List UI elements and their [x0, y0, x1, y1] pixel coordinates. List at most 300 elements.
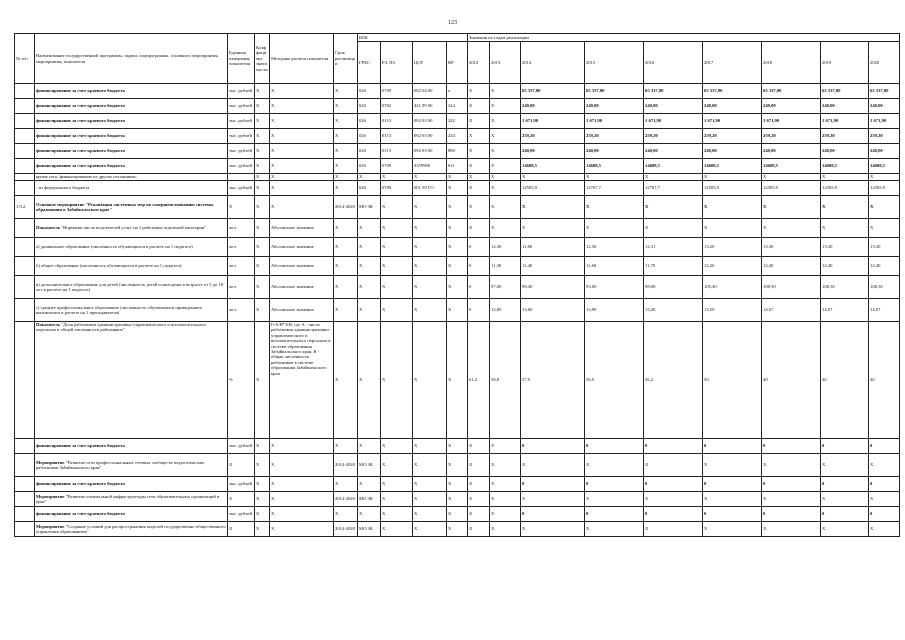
value-2016: Х	[644, 174, 703, 181]
value-2020: 14,07	[869, 299, 900, 322]
value-2020: 1 671,90	[869, 114, 900, 129]
rzpr-cell: 0709	[381, 84, 413, 99]
row-name: финансирование за счет краевого бюджета	[35, 439, 228, 454]
coef-cell: Х	[255, 454, 270, 477]
csr-cell: Х	[413, 196, 447, 219]
value-2018: 0	[762, 439, 821, 454]
value-2012: Х	[468, 219, 490, 238]
header-term: Срок реализации	[334, 34, 358, 84]
value-2016: 0	[644, 439, 703, 454]
value-2019: Х	[821, 492, 869, 507]
value-2019: 14,07	[821, 299, 869, 322]
rzpr-cell: 0709	[381, 181, 413, 196]
term-cell: Х	[334, 144, 358, 159]
term-cell: Х	[334, 174, 358, 181]
unit-cell: чел.	[228, 276, 255, 299]
term-cell: Х	[334, 238, 358, 257]
value-2017: 0	[703, 507, 762, 522]
value-2016: Х	[644, 522, 703, 537]
row-number	[15, 299, 35, 322]
grbs-cell: 026	[358, 99, 381, 114]
csr-cell: 421 99 00	[413, 99, 447, 114]
value-2016: Х	[644, 492, 703, 507]
value-2020: 65 337,00	[869, 84, 900, 99]
value-2012: 0	[468, 299, 490, 322]
vr-cell: х	[447, 84, 468, 99]
value-2019: Х	[821, 219, 869, 238]
row-name: финансирование за счет краевого бюджета	[35, 114, 228, 129]
value-2019: 259,20	[821, 129, 869, 144]
value-2018: Х	[762, 492, 821, 507]
value-2013: Х	[490, 144, 521, 159]
vr-cell: Х	[447, 322, 468, 439]
vr-cell: 244	[447, 99, 468, 114]
header-year: 2013	[490, 42, 521, 84]
vr-cell: Х	[447, 257, 468, 276]
table-header	[15, 34, 900, 84]
value-2018: 13,30	[762, 238, 821, 257]
rzpr-cell: Х	[381, 276, 413, 299]
coef-cell: Х	[255, 322, 270, 439]
term-cell: Х	[334, 276, 358, 299]
header-num: № п/п	[15, 34, 35, 84]
csr-cell: Х	[413, 276, 447, 299]
value-2019: 0	[821, 477, 869, 492]
value-2019: Х	[821, 522, 869, 537]
value-2016: 13,40	[644, 299, 703, 322]
row-number	[15, 181, 35, 196]
value-2012: Х	[468, 439, 490, 454]
method-cell: Абсолютное значение	[270, 257, 334, 276]
header-name: Наименование государственной программы, задачи, подпрограммы, основного мероприятия, мероприятия, показателя	[35, 34, 228, 84]
row-name: Показатель "Норматив числа получателей услуг на 1 работника отдельной категории"	[35, 219, 228, 238]
grbs-cell: МО ЗК	[358, 492, 381, 507]
value-2016: 12,31	[644, 238, 703, 257]
value-2019: 13,30	[821, 238, 869, 257]
header-year: 2017	[703, 42, 762, 84]
csr-cell: 092 03 00	[413, 114, 447, 129]
rzpr-cell: Х	[381, 174, 413, 181]
value-2018: 1 671,90	[762, 114, 821, 129]
value-2020: 0	[869, 439, 900, 454]
method-cell: Х	[270, 477, 334, 492]
value-2014: Х	[521, 219, 585, 238]
vr-cell: Х	[447, 522, 468, 537]
value-2014: 11,80	[521, 238, 585, 257]
table-row	[15, 322, 900, 439]
rzpr-cell: Х	[381, 454, 413, 477]
coef-cell: Х	[255, 492, 270, 507]
row-number	[15, 238, 35, 257]
value-2015: 240,00	[585, 99, 644, 114]
rzpr-cell: Х	[381, 439, 413, 454]
value-2020: 40	[869, 322, 900, 439]
value-2018: 12505,9	[762, 181, 821, 196]
rzpr-cell: Х	[381, 219, 413, 238]
header-values: Значения по годам реализации	[468, 34, 900, 42]
vr-cell: Х	[447, 492, 468, 507]
value-2013: Х	[490, 181, 521, 196]
row-name: финансирование за счет краевого бюджета	[35, 507, 228, 522]
grbs-cell: 026	[358, 84, 381, 99]
value-2017: 50	[703, 322, 762, 439]
value-2012: Х	[468, 522, 490, 537]
csr-cell: Х	[413, 492, 447, 507]
row-number: 1.9.2.	[15, 196, 35, 219]
value-2014: 12505,9	[521, 181, 585, 196]
value-2014: 14608,5	[521, 159, 585, 174]
value-2013: Х	[490, 439, 521, 454]
value-2018: 65 337,00	[762, 84, 821, 99]
csr-cell: Х	[413, 174, 447, 181]
term-cell: 2014-2020	[334, 492, 358, 507]
row-name: финансирование за счет краевого бюджета	[35, 144, 228, 159]
row-number	[15, 159, 35, 174]
grbs-cell: МО ЗК	[358, 454, 381, 477]
grbs-cell: Х	[358, 257, 381, 276]
term-cell: Х	[334, 84, 358, 99]
value-2019: 14608,5	[821, 159, 869, 174]
method-cell: I=А/В*100, где А - число работников административно-управленческого и вспомогательного персонала в системе образования Забайкальского края, В - общая численность работников в системе образования Забайкальского края	[270, 322, 334, 439]
unit-cell: чел.	[228, 299, 255, 322]
value-2015: Х	[585, 492, 644, 507]
program-table	[14, 33, 900, 537]
vr-cell: 880	[447, 144, 468, 159]
term-cell: Х	[334, 257, 358, 276]
row-number	[15, 439, 35, 454]
method-cell: Х	[270, 174, 334, 181]
value-2015: 14608,5	[585, 159, 644, 174]
csr-cell: Х	[413, 477, 447, 492]
value-2019: 1 671,90	[821, 114, 869, 129]
value-2015: 0	[585, 439, 644, 454]
value-2017: 12,20	[703, 257, 762, 276]
grbs-cell: Х	[358, 322, 381, 439]
value-2019: 0	[821, 439, 869, 454]
term-cell: Х	[334, 99, 358, 114]
value-2019: 12505,9	[821, 181, 869, 196]
csr-cell: 092 03 00	[413, 129, 447, 144]
grbs-cell: МО ЗК	[358, 522, 381, 537]
value-2020: 0	[869, 477, 900, 492]
term-cell: Х	[334, 439, 358, 454]
grbs-cell: Х	[358, 299, 381, 322]
row-number	[15, 99, 35, 114]
coef-cell: Х	[255, 159, 270, 174]
value-2013: Х	[490, 522, 521, 537]
csr-cell: Х	[413, 238, 447, 257]
vr-cell: 242	[447, 114, 468, 129]
value-2020: Х	[869, 174, 900, 181]
unit-cell: тыс. рублей	[228, 129, 255, 144]
row-name-lead: Показатель	[36, 225, 61, 231]
value-2016: Х	[644, 219, 703, 238]
row-name: Показатель "Доля работников административно-управленческого и вспомогательного персонала в общей численности работников"	[35, 322, 228, 439]
value-2014: Х	[521, 492, 585, 507]
value-2016: 14608,5	[644, 159, 703, 174]
table-row	[15, 257, 900, 276]
value-2018: Х	[762, 219, 821, 238]
header-vr: ВР	[447, 42, 468, 84]
header-year: 2016	[644, 42, 703, 84]
value-2018: 14,07	[762, 299, 821, 322]
value-2015: 240,00	[585, 144, 644, 159]
grbs-cell: 026	[358, 181, 381, 196]
value-2014: 259,20	[521, 129, 585, 144]
value-2015: 65 337,00	[585, 84, 644, 99]
coef-cell: Х	[255, 257, 270, 276]
row-number	[15, 276, 35, 299]
value-2012: Х	[468, 84, 490, 99]
vr-cell: 244	[447, 129, 468, 144]
csr-cell: Х	[413, 507, 447, 522]
value-2016: 240,00	[644, 144, 703, 159]
coef-cell: Х	[255, 196, 270, 219]
method-cell: Абсолютное значение	[270, 219, 334, 238]
grbs-cell: МО ЗК	[358, 196, 381, 219]
table-row	[15, 84, 900, 99]
value-2017: 14608,5	[703, 159, 762, 174]
value-2020: 12505,9	[869, 181, 900, 196]
table-body	[15, 84, 900, 537]
row-name: а) дошкольное образование (численность обучающихся в расчете на 1 педагога)	[35, 238, 228, 257]
value-2019: 0	[821, 507, 869, 522]
unit-cell: тыс. рублей	[228, 439, 255, 454]
value-2014: 240,00	[521, 99, 585, 114]
value-2018: 240,00	[762, 99, 821, 114]
value-2016: 12767,7	[644, 181, 703, 196]
value-2013: 12,30	[490, 238, 521, 257]
coef-cell: Х	[255, 84, 270, 99]
vr-cell: 611	[447, 159, 468, 174]
value-2020: 13,30	[869, 238, 900, 257]
value-2018: Х	[762, 454, 821, 477]
value-2012: 0	[468, 238, 490, 257]
value-2013: Х	[490, 159, 521, 174]
coef-cell: Х	[255, 219, 270, 238]
row-name: г) среднее профессиональное образование (численность обучающихся приведенного контингента в расчете на 1 преподавателя)	[35, 299, 228, 322]
value-2012: 0	[468, 257, 490, 276]
vr-cell: Х	[447, 196, 468, 219]
header-kbk: КБК	[358, 34, 468, 42]
row-name-lead: Показатель	[36, 322, 61, 327]
rzpr-cell: Х	[381, 257, 413, 276]
table-row	[15, 174, 900, 181]
value-2017: 0	[703, 439, 762, 454]
value-2020: Х	[869, 454, 900, 477]
term-cell: Х	[334, 299, 358, 322]
row-number	[15, 129, 35, 144]
value-2018: 0	[762, 507, 821, 522]
method-cell: Х	[270, 181, 334, 196]
row-number	[15, 454, 35, 477]
table-row	[15, 219, 900, 238]
coef-cell: Х	[255, 299, 270, 322]
value-2018: 108,50	[762, 276, 821, 299]
term-cell: Х	[334, 322, 358, 439]
table-row	[15, 196, 900, 219]
header-csr: ЦСР	[413, 42, 447, 84]
unit-cell: Х	[228, 492, 255, 507]
rzpr-cell: Х	[381, 322, 413, 439]
grbs-cell: 026	[358, 114, 381, 129]
header-year: 2018	[762, 42, 821, 84]
value-2020: Х	[869, 492, 900, 507]
value-2015: Х	[585, 522, 644, 537]
row-name-lead: Мероприятие	[36, 523, 65, 529]
value-2017: Х	[703, 492, 762, 507]
unit-cell: тыс. рублей	[228, 114, 255, 129]
grbs-cell: Х	[358, 439, 381, 454]
value-2014: 0	[521, 477, 585, 492]
unit-cell: чел.	[228, 238, 255, 257]
value-2016: Х	[644, 196, 703, 219]
value-2016: 0	[644, 477, 703, 492]
value-2018: 12,40	[762, 257, 821, 276]
value-2013: Х	[490, 99, 521, 114]
value-2018: Х	[762, 196, 821, 219]
rzpr-cell: Х	[381, 196, 413, 219]
row-number	[15, 114, 35, 129]
coef-cell: Х	[255, 238, 270, 257]
value-2014: 0	[521, 507, 585, 522]
rzpr-cell: 0113	[381, 129, 413, 144]
row-name: кроме того, финансирование из других источников:	[35, 174, 228, 181]
value-2015: 11,60	[585, 257, 644, 276]
row-name-lead: Мероприятие	[36, 493, 65, 499]
value-2014: 65 337,00	[521, 84, 585, 99]
rzpr-cell: Х	[381, 299, 413, 322]
value-2014: 57,9	[521, 322, 585, 439]
vr-cell: Х	[447, 299, 468, 322]
method-cell: Абсолютное значение	[270, 238, 334, 257]
rzpr-cell: Х	[381, 522, 413, 537]
header-grbs: ГРБС	[358, 42, 381, 84]
method-cell: Х	[270, 114, 334, 129]
method-cell: Х	[270, 492, 334, 507]
rzpr-cell: Х	[381, 477, 413, 492]
method-cell: Абсолютное значение	[270, 299, 334, 322]
value-2014: Х	[521, 174, 585, 181]
value-2019: 40	[821, 322, 869, 439]
value-2020: Х	[869, 196, 900, 219]
grbs-cell: 026	[358, 144, 381, 159]
csr-cell: Х	[413, 322, 447, 439]
value-2016: 0	[644, 507, 703, 522]
header-year: 2019	[821, 42, 869, 84]
value-2014: 1 671,90	[521, 114, 585, 129]
value-2016: 11,70	[644, 257, 703, 276]
value-2012: Х	[468, 181, 490, 196]
method-cell: Х	[270, 144, 334, 159]
value-2017: 240,00	[703, 99, 762, 114]
coef-cell: Х	[255, 507, 270, 522]
value-2014: 11,40	[521, 257, 585, 276]
csr-cell: 092 03 00	[413, 144, 447, 159]
table-row	[15, 477, 900, 492]
table-row	[15, 181, 900, 196]
value-2016: 1 671,90	[644, 114, 703, 129]
value-2013: Х	[490, 477, 521, 492]
row-name: - из федерального бюджета	[35, 181, 228, 196]
unit-cell: чел.	[228, 219, 255, 238]
row-number	[15, 322, 35, 439]
row-name: Мероприятие "Развитие сети профессиональных сетевых сообществ педагогических работников Забайкальского края"	[35, 454, 228, 477]
table-row	[15, 492, 900, 507]
coef-cell: Х	[255, 174, 270, 181]
value-2017: 65 337,00	[703, 84, 762, 99]
unit-cell: Х	[228, 522, 255, 537]
coef-cell: Х	[255, 522, 270, 537]
term-cell: Х	[334, 114, 358, 129]
value-2020: 0	[869, 507, 900, 522]
header-year: 2020	[869, 42, 900, 84]
value-2013: Х	[490, 114, 521, 129]
csr-cell: Х	[413, 299, 447, 322]
rzpr-cell: Х	[381, 238, 413, 257]
vr-cell: Х	[447, 174, 468, 181]
value-2015: 13,90	[585, 299, 644, 322]
value-2016: 56,2	[644, 322, 703, 439]
value-2017: 0	[703, 477, 762, 492]
header-year: 2015	[585, 42, 644, 84]
value-2016: 259,20	[644, 129, 703, 144]
row-number	[15, 174, 35, 181]
term-cell: Х	[334, 159, 358, 174]
value-2015: Х	[585, 174, 644, 181]
table-row	[15, 159, 900, 174]
rzpr-cell: 0113	[381, 144, 413, 159]
value-2017: 13,59	[703, 299, 762, 322]
value-2017: Х	[703, 196, 762, 219]
grbs-cell: Х	[358, 477, 381, 492]
grbs-cell: 026	[358, 159, 381, 174]
header-unit: Единица измерения показателя	[228, 34, 255, 84]
value-2013: 58,8	[490, 322, 521, 439]
page-number: 123	[448, 20, 457, 26]
row-name: Мероприятие "Развитие оптимальной инфраструктуры сети образовательных организаций в крае"	[35, 492, 228, 507]
header-year: 2012	[468, 42, 490, 84]
method-cell: Х	[270, 196, 334, 219]
value-2012: Х	[468, 99, 490, 114]
value-2013: 11,30	[490, 257, 521, 276]
method-cell: Х	[270, 129, 334, 144]
value-2015: 0	[585, 477, 644, 492]
term-cell: Х	[334, 219, 358, 238]
table-row	[15, 144, 900, 159]
term-cell: Х	[334, 129, 358, 144]
row-number	[15, 492, 35, 507]
value-2013: Х	[490, 454, 521, 477]
coef-cell: Х	[255, 114, 270, 129]
value-2012: 61,2	[468, 322, 490, 439]
unit-cell: тыс. рублей	[228, 181, 255, 196]
value-2015: 56,9	[585, 322, 644, 439]
vr-cell: Х	[447, 276, 468, 299]
csr-cell: 002 04 00	[413, 84, 447, 99]
value-2020: 240,00	[869, 144, 900, 159]
value-2019: Х	[821, 454, 869, 477]
value-2017: 12505,9	[703, 181, 762, 196]
vr-cell: Х	[447, 181, 468, 196]
csr-cell: Х	[413, 439, 447, 454]
value-2020: 14608,5	[869, 159, 900, 174]
value-2017: Х	[703, 219, 762, 238]
value-2013: Х	[490, 196, 521, 219]
coef-cell: Х	[255, 99, 270, 114]
value-2012: Х	[468, 492, 490, 507]
method-cell: Х	[270, 454, 334, 477]
